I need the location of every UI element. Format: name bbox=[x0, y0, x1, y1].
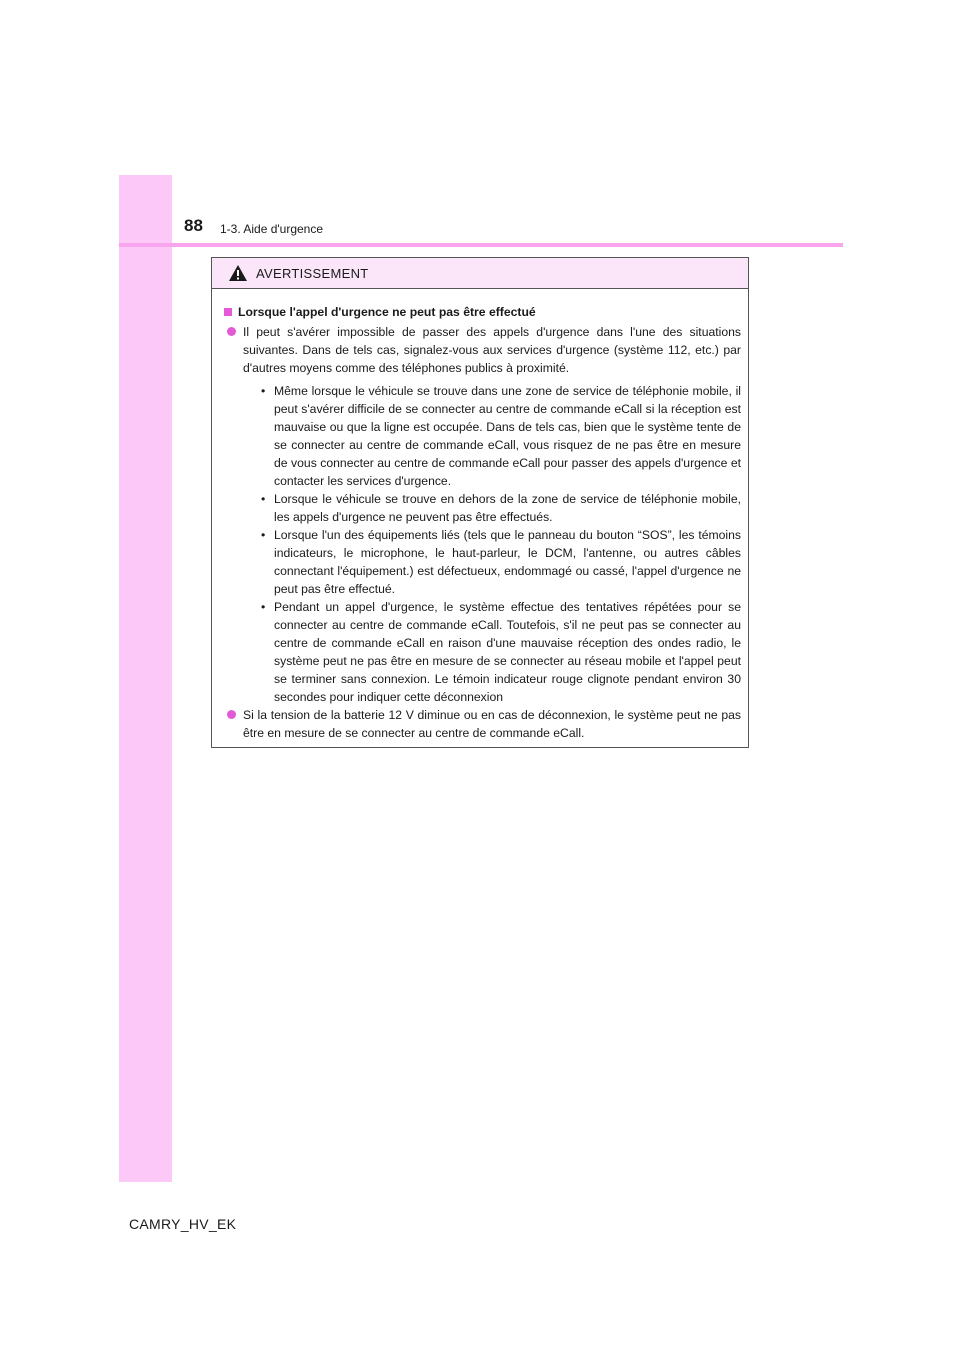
sub-list-item-text: Pendant un appel d'urgence, le système effectue des tentatives répétées pour se connecter au centre de commande eCall. Toutefois, s'il ne peut pas se connecter au centre de commande eCall en raison d'une mauvaise réception des ondes radio, le système peut ne pas être en mesure de se connecter au réseau mobile et l'appel peut se terminer sans connexion. Le témoin indicateur rouge clignote pendant environ 30 secondes pour indiquer cette déconnexion bbox=[274, 600, 741, 704]
sub-list-item bbox=[243, 490, 741, 526]
warning-triangle-icon bbox=[228, 264, 248, 282]
list-item-text: Si la tension de la batterie 12 V diminue ou en cas de déconnexion, le système peut ne pas être en mesure de se connecter au centre de commande eCall. bbox=[243, 708, 741, 740]
list-item bbox=[224, 706, 741, 742]
sub-list-item-text: Lorsque l'un des équipements liés (tels que le panneau du bouton “SOS”, les témoins indicateurs, le microphone, le haut-parleur, le DCM, l'antenne, ou autres câbles connectant l'équipement.) est défectueux, endommagé ou cassé, l'appel d'urgence ne peut pas être effectué. bbox=[274, 528, 741, 596]
sub-list-item bbox=[243, 526, 741, 598]
warning-header bbox=[212, 258, 748, 289]
dot-bullet-icon: • bbox=[261, 492, 266, 506]
page-number: 88 bbox=[184, 216, 203, 235]
warning-heading bbox=[224, 303, 741, 321]
square-bullet-icon bbox=[224, 308, 232, 316]
warning-box bbox=[211, 257, 749, 748]
sub-list-item-text: Lorsque le véhicule se trouve en dehors de la zone de service de téléphonie mobile, les appels d'urgence ne peuvent pas être effectués. bbox=[274, 492, 741, 524]
sub-list-item bbox=[243, 598, 741, 706]
warning-title: AVERTISSEMENT bbox=[256, 265, 369, 281]
warning-heading-text: Lorsque l'appel d'urgence ne peut pas être effectué bbox=[238, 305, 536, 319]
side-tab bbox=[119, 175, 172, 1182]
list-item bbox=[224, 323, 741, 706]
dot-bullet-icon: • bbox=[261, 528, 266, 542]
circle-bullet-icon bbox=[227, 327, 236, 336]
warning-body bbox=[212, 289, 748, 742]
dot-bullet-icon: • bbox=[261, 600, 266, 614]
model-code: CAMRY_HV_EK bbox=[129, 1216, 237, 1232]
list-item-text: Il peut s'avérer impossible de passer des appels d'urgence dans l'une des situations suivantes. Dans de tels cas, signalez-vous aux services d'urgence (système 112, etc.) par d'autres moyens comme des téléphones publics à proximité. bbox=[243, 325, 741, 375]
header-rule bbox=[119, 243, 843, 247]
section-title: 1-3. Aide d'urgence bbox=[220, 222, 324, 236]
sub-list-item bbox=[243, 382, 741, 490]
circle-bullet-icon bbox=[227, 710, 236, 719]
sub-list-item-text: Même lorsque le véhicule se trouve dans une zone de service de téléphonie mobile, il peut s'avérer difficile de se connecter au centre de commande eCall si la réception est mauvaise ou que la ligne est occupée. Dans de tels cas, bien que le système tente de se connecter au centre de commande eCall, vous risquez de ne pas être en mesure de vous connecter au centre de commande eCall pour passer des appels d'urgence et contacter les services d'urgence. bbox=[274, 384, 741, 488]
dot-bullet-icon: • bbox=[261, 384, 266, 398]
sub-list bbox=[243, 382, 741, 706]
